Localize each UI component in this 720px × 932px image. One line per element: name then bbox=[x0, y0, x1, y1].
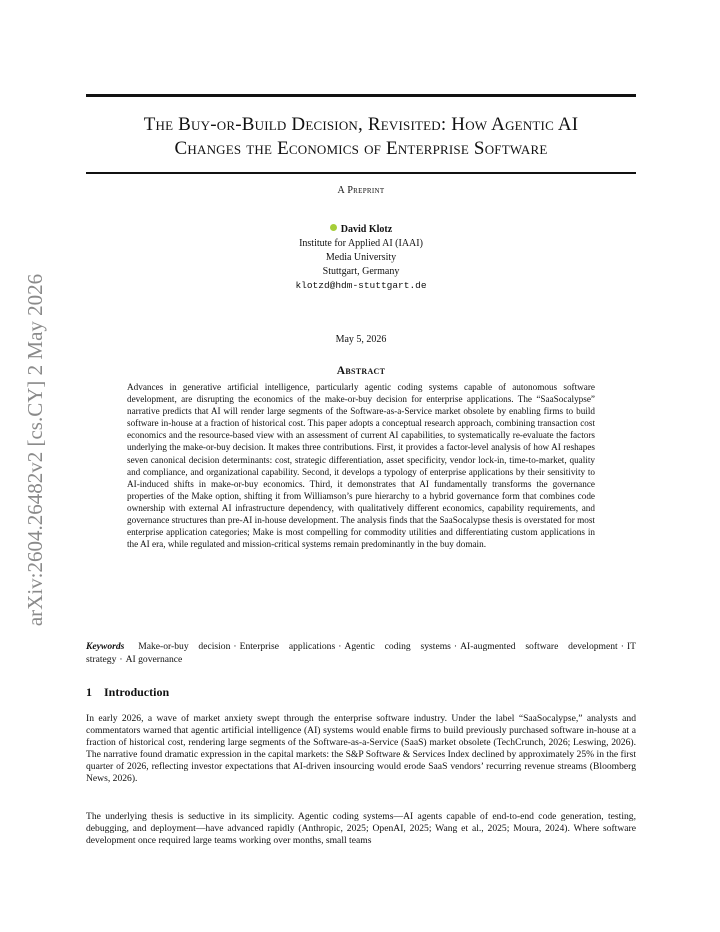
author-location: Stuttgart, Germany bbox=[322, 266, 400, 277]
keyword-separator: · bbox=[233, 641, 237, 652]
author-name: David Klotz bbox=[340, 224, 393, 235]
keyword-item: Make-or-buy decision bbox=[138, 641, 231, 652]
keyword-item: IT strategy bbox=[86, 641, 636, 665]
preprint-label: A Preprint bbox=[337, 185, 385, 196]
author-affiliation: Institute for Applied AI (IAAI) bbox=[299, 238, 423, 249]
keyword-separator: · bbox=[453, 641, 458, 652]
title-bottom-rule bbox=[86, 172, 636, 174]
keyword-item: Agentic coding systems bbox=[344, 641, 451, 652]
abstract-heading: Abstract bbox=[336, 365, 386, 377]
author-university: Media University bbox=[325, 252, 397, 263]
keyword-separator: · bbox=[338, 641, 342, 652]
keywords-block bbox=[86, 641, 636, 666]
section-heading-introduction bbox=[86, 685, 169, 700]
paper-title bbox=[86, 113, 636, 161]
keyword-item: AI governance bbox=[125, 653, 183, 665]
keyword-separator: · bbox=[620, 641, 624, 652]
paper-title-line-1: The Buy-or-Build Decision, Revisited: How Agentic AI bbox=[143, 114, 579, 135]
keyword-item: Enterprise applications bbox=[239, 641, 336, 652]
paper-title-line-2: Changes the Economics of Enterprise Software bbox=[174, 138, 548, 159]
body-paragraph: In early 2026, a wave of market anxiety swept through the enterprise software industry. Under the label “SaaSocalypse,” analysts and commentators warned that agentic artificial intelligence (AI) systems would enable firms to build previously purchased software in-house at a fraction of historical cost, rendering large segments of the Software-as-a-Service (SaaS) market obsolete (TechCrunch, 2026; Leswing, 2026). The narrative found dramatic expression in the capital markets: the S&P Software & Services Index declined by approximately 25% in the first quarter of 2026, reflecting investor expectations that AI-driven insourcing would erode SaaS vendors’ recurring revenue streams (Bloomberg News, 2026). bbox=[86, 713, 636, 784]
body-paragraph: The underlying thesis is seductive in its simplicity. Agentic coding systems—AI agents capable of end-to-end code generation, testing, debugging, and deployment—have advanced rapidly (Anthropic, 2025; OpenAI, 2025; Wang et al., 2025; Moura, 2024). Where software development once required large teams working over months, small teams bbox=[86, 811, 636, 846]
title-top-rule bbox=[86, 94, 636, 97]
keywords-label: Keywords bbox=[86, 641, 125, 652]
author-name-row bbox=[86, 223, 636, 237]
section-title: Introduction bbox=[104, 685, 170, 699]
publication-date: May 5, 2026 bbox=[335, 334, 387, 345]
orcid-icon[interactable] bbox=[330, 224, 337, 231]
abstract-text: Advances in generative artificial intelligence, particularly agentic coding systems capable of autonomous software development, are disrupting the economics of the make-or-buy decision for enterprise applications. The “SaaSocalypse” narrative predicts that AI will render large segments of the Software-as-a-Service market obsolete by enabling firms to build software in-house at a fraction of historical cost. This paper adopts a conceptual research approach, combining transaction cost economics and the resource-based view with an assessment of current AI capabilities, to systematically re-evaluate the factors underlying the make-or-buy decision. It makes three contributions. First, it provides a factor-level analysis of how AI reshapes seven canonical decision determinants: cost, strategic differentiation, asset specificity, vendor lock-in, time-to-market, quality and compliance, and organizational capability. Second, it develops a typology of enterprise applications by their sensitivity to AI-induced shifts in make-or-buy economics. Third, it demonstrates that AI fundamentally transforms the governance properties of the Make option, shifting it from Williamson’s pure hierarchy to a hybrid governance form that combines code ownership with external AI infrastructure dependency, with qualitatively different economics, capability requirements, and governance structures than pre-AI in-house development. The analysis finds that the SaaSocalypse thesis is overstated for most enterprise application categories; Make is most compelling for commodity utilities and differentiating custom applications in the AI era, while regulated and mission-critical systems remain predominantly in the buy domain. bbox=[127, 382, 595, 550]
author-block bbox=[86, 223, 636, 293]
keyword-item: AI-augmented software development bbox=[460, 641, 618, 652]
author-email[interactable]: klotzd@hdm-stuttgart.de bbox=[295, 280, 427, 291]
keyword-separator: · bbox=[119, 653, 123, 665]
section-number: 1 bbox=[86, 685, 92, 699]
arxiv-identifier-stamp: arXiv:2604.26482v2 [cs.CY] 2 May 2026 bbox=[23, 273, 47, 627]
